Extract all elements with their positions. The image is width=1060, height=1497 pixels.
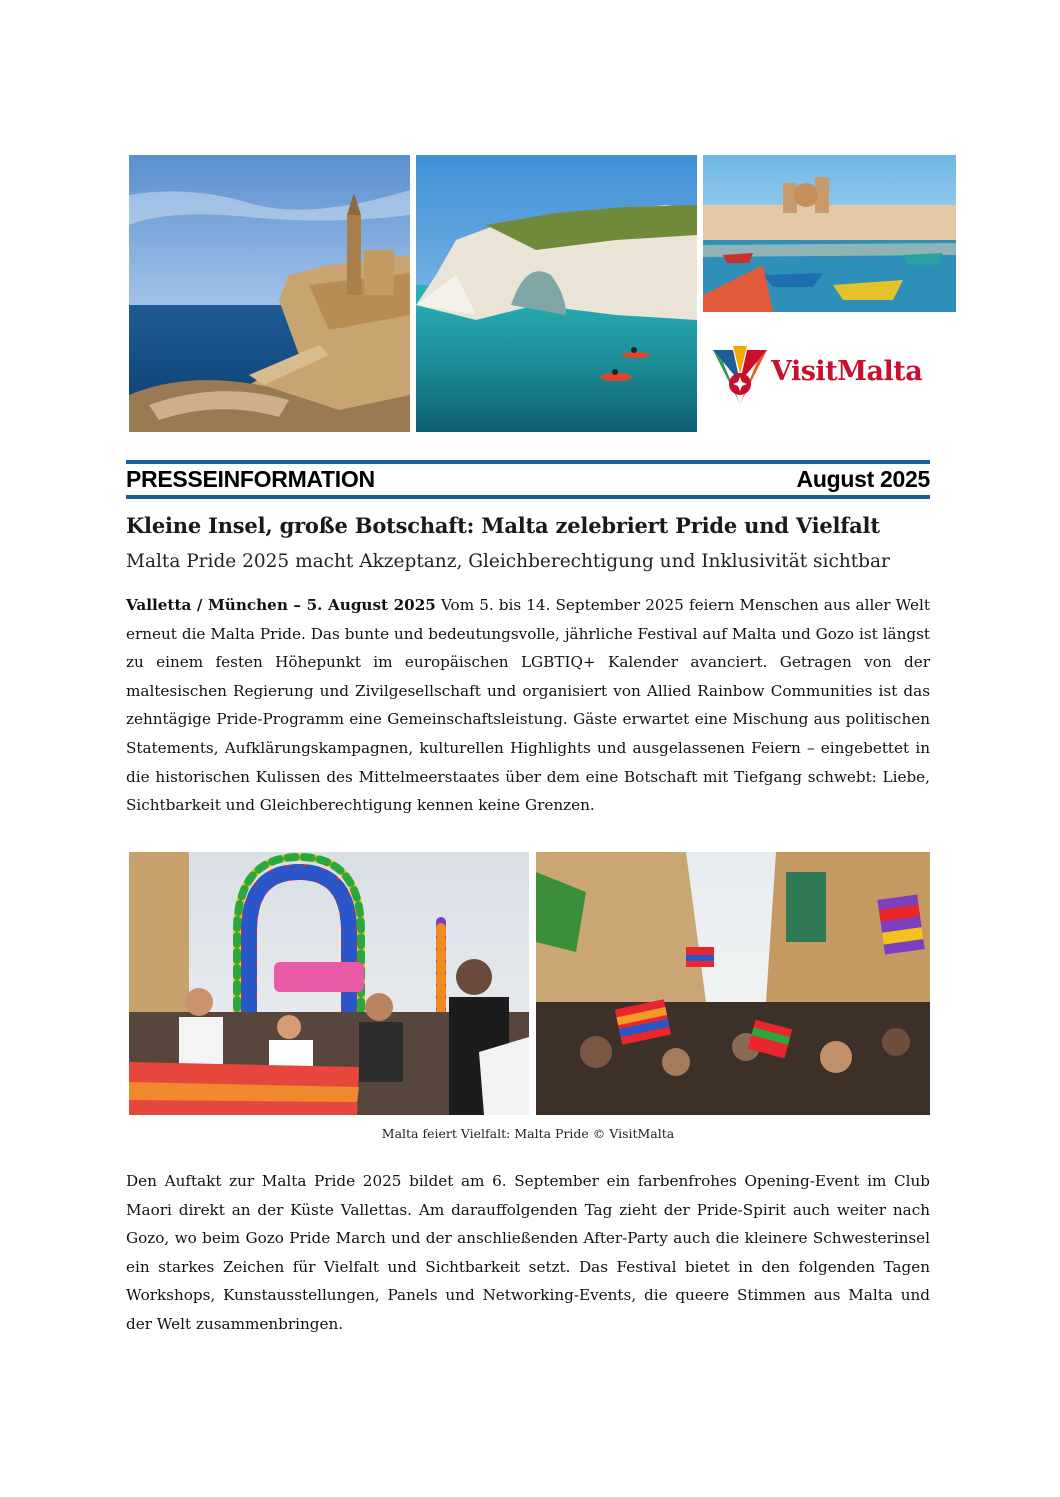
press-label: PRESSEINFORMATION [126, 466, 375, 492]
photo-caption: Malta feiert Vielfalt: Malta Pride © VisitMalta [381, 1126, 675, 1141]
intro-paragraph [126, 591, 930, 820]
photo-pride-march-flags [536, 852, 930, 1115]
header-rule-bottom [126, 495, 930, 499]
dateline: Valletta / München – 5. August 2025 [126, 596, 436, 614]
visitmalta-logo [711, 344, 931, 406]
header-rule-top [126, 460, 930, 464]
body-paragraph: Den Auftakt zur Malta Pride 2025 bildet am 6. September ein farbenfrohes Opening-Event im Club Maori direkt an der Küste Vallettas. Am darauffolgenden Tag zieht der Pride-Spirit auch weiter nach Gozo, wo beim Gozo Pride March und der anschließenden After-Party auch die kleinere Schwesterinsel ein starkes Zeichen für Vielfalt und Sichtbarkeit setzt. Das Festival bietet in den folgenden Tagen Workshops, Kunstausstellungen, Panels und Networking-Events, die queere Stimmen aus Malta und der Welt zusammenbringen. [126, 1172, 930, 1333]
headline: Kleine Insel, große Botschaft: Malta zelebriert Pride und Vielfalt [126, 513, 880, 538]
subheadline: Malta Pride 2025 macht Akzeptanz, Gleichberechtigung und Inklusivität sichtbar [126, 551, 890, 572]
intro-text: Vom 5. bis 14. September 2025 feiern Menschen aus aller Welt erneut die Malta Pride. Das bunte und bedeutungsvolle, jährliche Festival auf Malta und Gozo ist längst zu einem festen Höhepunkt im europäischen LGBTIQ+ Kalender avanciert. Getragen von der maltesischen Regierung und Zivilgesellschaft und organisiert von Allied Rainbow Communities ist das zehntägige Pride-Programm eine Gemeinschaftsleistung. Gäste erwartet eine Mischung aus politischen Statements, Aufklärungskampagnen, kulturellen Highlights und ausgelassenen Feiern – eingebettet in die historischen Kulissen des Mittelmeerstaates über dem eine Botschaft mit Tiefgang schwebt: Liebe, Sichtbarkeit und Gleichberechtigung kennen keine Grenzen. [126, 596, 930, 815]
logo-text: VisitMalta [771, 356, 923, 387]
photo-coast-kayaks [416, 155, 697, 432]
malta-cross-logo-icon [711, 344, 769, 406]
photo-pride-balloons [129, 852, 529, 1115]
photo-harbour-boats [703, 155, 956, 312]
press-date: August 2025 [796, 466, 930, 492]
photo-valletta-skyline [129, 155, 410, 432]
